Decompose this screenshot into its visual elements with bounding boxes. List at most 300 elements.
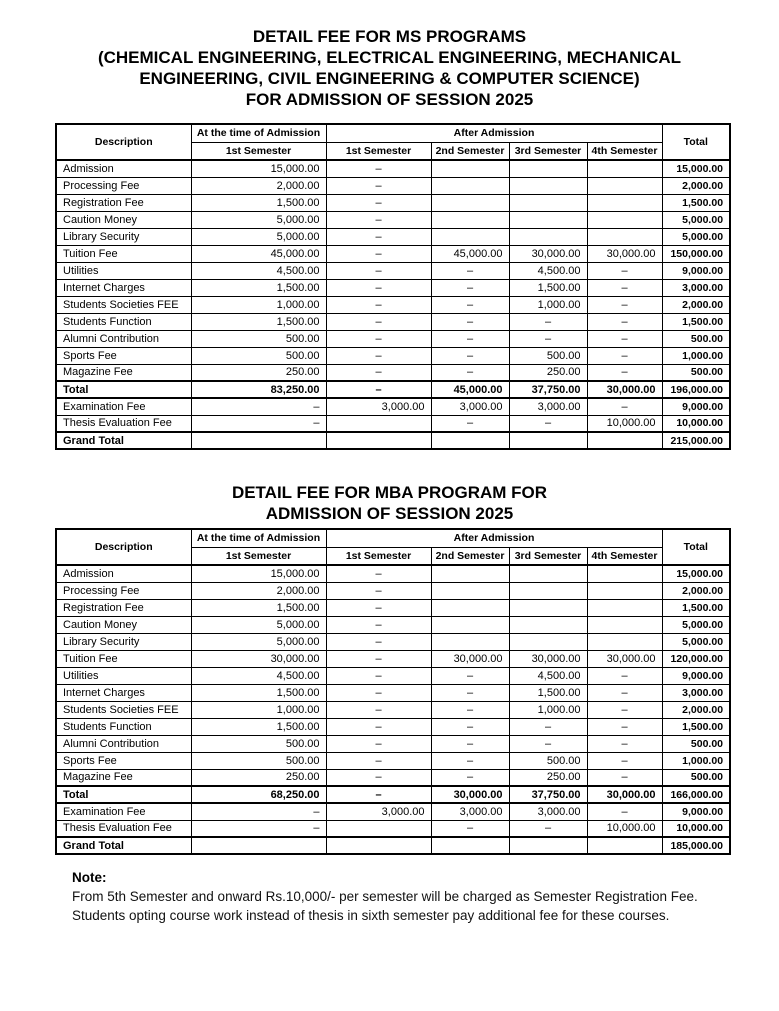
fee-amount-cell: – bbox=[326, 735, 431, 752]
after-semester-2-header: 2nd Semester bbox=[431, 142, 509, 160]
total-row bbox=[56, 381, 730, 398]
fee-total-cell: 9,000.00 bbox=[662, 262, 730, 279]
fee-amount-cell bbox=[587, 211, 662, 228]
fee-amount-cell: – bbox=[509, 735, 587, 752]
fee-row bbox=[56, 820, 730, 837]
note-section bbox=[72, 868, 779, 925]
fee-amount-cell: – bbox=[431, 330, 509, 347]
fee-amount-cell bbox=[509, 177, 587, 194]
fee-amount-cell: 30,000.00 bbox=[509, 650, 587, 667]
total-header: Total bbox=[662, 124, 730, 160]
fee-amount-cell: – bbox=[326, 752, 431, 769]
fee-amount-cell bbox=[326, 837, 431, 854]
fee-amount-cell: – bbox=[587, 667, 662, 684]
fee-amount-cell: – bbox=[326, 616, 431, 633]
fee-description: Total bbox=[56, 381, 191, 398]
fee-amount-cell: 45,000.00 bbox=[191, 245, 326, 262]
fee-amount-cell: – bbox=[326, 347, 431, 364]
fee-total-cell: 9,000.00 bbox=[662, 398, 730, 415]
fee-total-cell: 2,000.00 bbox=[662, 296, 730, 313]
note-text-line: From 5th Semester and onward Rs.10,000/- per semester will be charged as Semester Registration Fee. bbox=[72, 889, 698, 904]
fee-total-cell: 150,000.00 bbox=[662, 245, 730, 262]
fee-amount-cell: 2,000.00 bbox=[191, 177, 326, 194]
fee-amount-cell: – bbox=[509, 330, 587, 347]
fee-amount-cell: 250.00 bbox=[191, 769, 326, 786]
fee-amount-cell: 1,000.00 bbox=[191, 701, 326, 718]
fee-amount-cell: – bbox=[326, 313, 431, 330]
fee-row bbox=[56, 347, 730, 364]
fee-description: Utilities bbox=[56, 667, 191, 684]
fee-amount-cell: – bbox=[326, 633, 431, 650]
fee-amount-cell: 3,000.00 bbox=[431, 398, 509, 415]
fee-amount-cell bbox=[587, 177, 662, 194]
fee-description: Thesis Evaluation Fee bbox=[56, 415, 191, 432]
fee-amount-cell bbox=[431, 211, 509, 228]
fee-row bbox=[56, 398, 730, 415]
fee-amount-cell: – bbox=[587, 684, 662, 701]
at-admission-header: At the time of Admission bbox=[191, 529, 326, 547]
fee-amount-cell: 5,000.00 bbox=[191, 633, 326, 650]
fee-amount-cell: 30,000.00 bbox=[587, 381, 662, 398]
fee-amount-cell bbox=[587, 432, 662, 449]
total-header: Total bbox=[662, 529, 730, 565]
fee-amount-cell: 1,500.00 bbox=[191, 194, 326, 211]
fee-description: Examination Fee bbox=[56, 398, 191, 415]
fee-amount-cell bbox=[509, 228, 587, 245]
fee-total-cell: 5,000.00 bbox=[662, 616, 730, 633]
fee-amount-cell: – bbox=[326, 211, 431, 228]
fee-amount-cell: – bbox=[326, 228, 431, 245]
fee-amount-cell bbox=[431, 565, 509, 582]
fee-amount-cell: – bbox=[431, 313, 509, 330]
note-text-line: Students opting course work instead of thesis in sixth semester pay additional fee for these courses. bbox=[72, 908, 670, 923]
fee-total-cell: 10,000.00 bbox=[662, 820, 730, 837]
fee-amount-cell: 30,000.00 bbox=[431, 650, 509, 667]
fee-amount-cell: – bbox=[431, 820, 509, 837]
fee-row bbox=[56, 752, 730, 769]
fee-description: Utilities bbox=[56, 262, 191, 279]
fee-description: Admission bbox=[56, 565, 191, 582]
fee-row bbox=[56, 667, 730, 684]
fee-amount-cell: – bbox=[587, 347, 662, 364]
fee-amount-cell: – bbox=[431, 735, 509, 752]
ms-fee-table bbox=[55, 123, 731, 450]
fee-amount-cell bbox=[587, 582, 662, 599]
fee-row bbox=[56, 313, 730, 330]
fee-amount-cell: 68,250.00 bbox=[191, 786, 326, 803]
fee-row bbox=[56, 194, 730, 211]
fee-row bbox=[56, 330, 730, 347]
fee-row bbox=[56, 769, 730, 786]
fee-amount-cell: 45,000.00 bbox=[431, 245, 509, 262]
fee-amount-cell: 4,500.00 bbox=[191, 262, 326, 279]
fee-amount-cell: 1,000.00 bbox=[509, 701, 587, 718]
after-admission-header: After Admission bbox=[326, 529, 662, 547]
fee-total-cell: 500.00 bbox=[662, 769, 730, 786]
fee-amount-cell: 45,000.00 bbox=[431, 381, 509, 398]
fee-amount-cell: – bbox=[326, 684, 431, 701]
fee-description: Library Security bbox=[56, 228, 191, 245]
fee-description: Tuition Fee bbox=[56, 245, 191, 262]
fee-row bbox=[56, 364, 730, 381]
fee-amount-cell bbox=[431, 599, 509, 616]
fee-amount-cell: 1,500.00 bbox=[509, 279, 587, 296]
after-semester-2-header: 2nd Semester bbox=[431, 547, 509, 565]
fee-amount-cell bbox=[509, 211, 587, 228]
fee-total-cell: 1,000.00 bbox=[662, 752, 730, 769]
fee-amount-cell: – bbox=[191, 820, 326, 837]
fee-row bbox=[56, 415, 730, 432]
fee-description: Alumni Contribution bbox=[56, 330, 191, 347]
fee-amount-cell: 250.00 bbox=[509, 769, 587, 786]
fee-amount-cell: – bbox=[587, 330, 662, 347]
fee-amount-cell: 3,000.00 bbox=[509, 803, 587, 820]
fee-description: Students Function bbox=[56, 718, 191, 735]
fee-amount-cell bbox=[509, 616, 587, 633]
fee-amount-cell bbox=[509, 837, 587, 854]
fee-amount-cell: – bbox=[326, 160, 431, 177]
fee-amount-cell: – bbox=[191, 398, 326, 415]
fee-amount-cell: – bbox=[326, 582, 431, 599]
fee-amount-cell: – bbox=[431, 684, 509, 701]
fee-amount-cell bbox=[587, 194, 662, 211]
fee-description: Tuition Fee bbox=[56, 650, 191, 667]
fee-amount-cell: 1,500.00 bbox=[191, 279, 326, 296]
fee-amount-cell: 1,000.00 bbox=[509, 296, 587, 313]
fee-amount-cell: – bbox=[587, 803, 662, 820]
fee-amount-cell bbox=[587, 616, 662, 633]
fee-amount-cell: – bbox=[587, 313, 662, 330]
fee-amount-cell: 500.00 bbox=[509, 752, 587, 769]
fee-amount-cell: 30,000.00 bbox=[431, 786, 509, 803]
fee-total-cell: 120,000.00 bbox=[662, 650, 730, 667]
fee-total-cell: 500.00 bbox=[662, 364, 730, 381]
fee-amount-cell bbox=[191, 837, 326, 854]
fee-row bbox=[56, 633, 730, 650]
title-line: FOR ADMISSION OF SESSION 2025 bbox=[245, 90, 534, 109]
fee-total-cell: 166,000.00 bbox=[662, 786, 730, 803]
fee-amount-cell: 4,500.00 bbox=[509, 262, 587, 279]
fee-amount-cell: – bbox=[326, 599, 431, 616]
fee-amount-cell: – bbox=[587, 296, 662, 313]
fee-amount-cell: 3,000.00 bbox=[509, 398, 587, 415]
at-admission-semester-header: 1st Semester bbox=[191, 142, 326, 160]
fee-description: Registration Fee bbox=[56, 599, 191, 616]
fee-amount-cell: – bbox=[431, 701, 509, 718]
fee-amount-cell: 30,000.00 bbox=[587, 650, 662, 667]
fee-amount-cell: – bbox=[587, 752, 662, 769]
fee-amount-cell bbox=[431, 633, 509, 650]
fee-amount-cell bbox=[431, 582, 509, 599]
fee-amount-cell: 4,500.00 bbox=[191, 667, 326, 684]
title-line: ADMISSION OF SESSION 2025 bbox=[265, 504, 514, 523]
fee-amount-cell: 1,500.00 bbox=[191, 599, 326, 616]
fee-amount-cell: – bbox=[509, 718, 587, 735]
fee-amount-cell bbox=[509, 599, 587, 616]
fee-total-cell: 9,000.00 bbox=[662, 667, 730, 684]
fee-amount-cell: – bbox=[587, 735, 662, 752]
fee-amount-cell: – bbox=[326, 381, 431, 398]
fee-amount-cell bbox=[431, 194, 509, 211]
fee-description: Magazine Fee bbox=[56, 769, 191, 786]
fee-amount-cell bbox=[431, 177, 509, 194]
fee-amount-cell: 4,500.00 bbox=[509, 667, 587, 684]
fee-description: Library Security bbox=[56, 633, 191, 650]
note-heading: Note: bbox=[72, 870, 107, 885]
fee-amount-cell bbox=[509, 160, 587, 177]
fee-row bbox=[56, 177, 730, 194]
fee-total-cell: 3,000.00 bbox=[662, 684, 730, 701]
title-line: DETAIL FEE FOR MBA PROGRAM FOR bbox=[231, 483, 548, 502]
fee-total-cell: 2,000.00 bbox=[662, 177, 730, 194]
fee-description: Total bbox=[56, 786, 191, 803]
fee-amount-cell bbox=[431, 228, 509, 245]
fee-row bbox=[56, 245, 730, 262]
fee-amount-cell: 1,500.00 bbox=[191, 313, 326, 330]
fee-total-cell: 215,000.00 bbox=[662, 432, 730, 449]
fee-amount-cell: – bbox=[326, 194, 431, 211]
fee-amount-cell: – bbox=[509, 820, 587, 837]
after-semester-4-header: 4th Semester bbox=[587, 142, 662, 160]
fee-amount-cell: – bbox=[587, 364, 662, 381]
fee-description: Processing Fee bbox=[56, 582, 191, 599]
fee-amount-cell: – bbox=[587, 398, 662, 415]
fee-amount-cell: 1,000.00 bbox=[191, 296, 326, 313]
fee-amount-cell: 5,000.00 bbox=[191, 616, 326, 633]
fee-amount-cell bbox=[431, 616, 509, 633]
fee-total-cell: 2,000.00 bbox=[662, 701, 730, 718]
after-semester-4-header: 4th Semester bbox=[587, 547, 662, 565]
fee-amount-cell: – bbox=[431, 296, 509, 313]
fee-total-cell: 3,000.00 bbox=[662, 279, 730, 296]
after-semester-1-header: 1st Semester bbox=[326, 547, 431, 565]
fee-description: Sports Fee bbox=[56, 752, 191, 769]
fee-amount-cell: 37,750.00 bbox=[509, 786, 587, 803]
fee-row bbox=[56, 650, 730, 667]
grand-total-row bbox=[56, 432, 730, 449]
fee-amount-cell: – bbox=[431, 347, 509, 364]
fee-description: Grand Total bbox=[56, 432, 191, 449]
fee-description: Students Societies FEE bbox=[56, 701, 191, 718]
fee-row bbox=[56, 582, 730, 599]
fee-description: Processing Fee bbox=[56, 177, 191, 194]
fee-row bbox=[56, 803, 730, 820]
fee-amount-cell bbox=[191, 432, 326, 449]
fee-description: Grand Total bbox=[56, 837, 191, 854]
fee-amount-cell: 15,000.00 bbox=[191, 160, 326, 177]
title-line: DETAIL FEE FOR MS PROGRAMS bbox=[252, 27, 527, 46]
fee-amount-cell: 500.00 bbox=[191, 330, 326, 347]
mba-program-title bbox=[0, 482, 779, 524]
fee-amount-cell bbox=[587, 160, 662, 177]
fee-row bbox=[56, 684, 730, 701]
fee-total-cell: 1,500.00 bbox=[662, 599, 730, 616]
fee-amount-cell: 3,000.00 bbox=[326, 803, 431, 820]
fee-amount-cell bbox=[326, 432, 431, 449]
title-line: (CHEMICAL ENGINEERING, ELECTRICAL ENGINEERING, MECHANICAL bbox=[97, 48, 682, 67]
fee-row bbox=[56, 160, 730, 177]
fee-amount-cell: 1,500.00 bbox=[191, 684, 326, 701]
fee-description: Internet Charges bbox=[56, 684, 191, 701]
fee-row bbox=[56, 565, 730, 582]
after-semester-1-header: 1st Semester bbox=[326, 142, 431, 160]
fee-amount-cell: 250.00 bbox=[191, 364, 326, 381]
fee-row bbox=[56, 616, 730, 633]
after-admission-header: After Admission bbox=[326, 124, 662, 142]
fee-amount-cell bbox=[326, 820, 431, 837]
fee-description: Internet Charges bbox=[56, 279, 191, 296]
fee-amount-cell: – bbox=[191, 415, 326, 432]
total-row bbox=[56, 786, 730, 803]
fee-total-cell: 2,000.00 bbox=[662, 582, 730, 599]
fee-total-cell: 5,000.00 bbox=[662, 633, 730, 650]
fee-description: Caution Money bbox=[56, 616, 191, 633]
fee-amount-cell: – bbox=[326, 701, 431, 718]
fee-total-cell: 1,500.00 bbox=[662, 718, 730, 735]
fee-amount-cell: – bbox=[326, 279, 431, 296]
fee-total-cell: 500.00 bbox=[662, 330, 730, 347]
fee-amount-cell: 1,500.00 bbox=[509, 684, 587, 701]
fee-description: Sports Fee bbox=[56, 347, 191, 364]
fee-amount-cell: 15,000.00 bbox=[191, 565, 326, 582]
fee-description: Magazine Fee bbox=[56, 364, 191, 381]
fee-amount-cell: – bbox=[326, 330, 431, 347]
fee-amount-cell: – bbox=[431, 415, 509, 432]
fee-amount-cell: – bbox=[326, 565, 431, 582]
description-header: Description bbox=[56, 124, 191, 160]
fee-description: Thesis Evaluation Fee bbox=[56, 820, 191, 837]
fee-description: Alumni Contribution bbox=[56, 735, 191, 752]
fee-amount-cell: 2,000.00 bbox=[191, 582, 326, 599]
fee-amount-cell: 1,500.00 bbox=[191, 718, 326, 735]
fee-amount-cell: 5,000.00 bbox=[191, 228, 326, 245]
fee-amount-cell: – bbox=[326, 364, 431, 381]
fee-total-cell: 1,000.00 bbox=[662, 347, 730, 364]
fee-amount-cell: 30,000.00 bbox=[587, 245, 662, 262]
description-header: Description bbox=[56, 529, 191, 565]
fee-amount-cell: – bbox=[326, 262, 431, 279]
fee-amount-cell: – bbox=[587, 262, 662, 279]
at-admission-semester-header: 1st Semester bbox=[191, 547, 326, 565]
fee-amount-cell bbox=[587, 837, 662, 854]
fee-amount-cell: – bbox=[326, 296, 431, 313]
fee-amount-cell bbox=[431, 432, 509, 449]
fee-total-cell: 1,500.00 bbox=[662, 313, 730, 330]
fee-amount-cell: – bbox=[509, 313, 587, 330]
title-line: ENGINEERING, CIVIL ENGINEERING & COMPUTER SCIENCE) bbox=[139, 69, 640, 88]
fee-description: Examination Fee bbox=[56, 803, 191, 820]
fee-amount-cell: – bbox=[587, 279, 662, 296]
fee-amount-cell bbox=[587, 599, 662, 616]
fee-row bbox=[56, 735, 730, 752]
fee-amount-cell bbox=[509, 582, 587, 599]
fee-amount-cell: – bbox=[587, 769, 662, 786]
fee-amount-cell: 10,000.00 bbox=[587, 820, 662, 837]
fee-amount-cell: 500.00 bbox=[191, 735, 326, 752]
fee-amount-cell: – bbox=[431, 364, 509, 381]
fee-amount-cell bbox=[509, 432, 587, 449]
fee-amount-cell: 250.00 bbox=[509, 364, 587, 381]
fee-amount-cell: – bbox=[587, 701, 662, 718]
fee-total-cell: 500.00 bbox=[662, 735, 730, 752]
fee-amount-cell: – bbox=[431, 718, 509, 735]
fee-description: Students Function bbox=[56, 313, 191, 330]
grand-total-row bbox=[56, 837, 730, 854]
fee-amount-cell: – bbox=[326, 786, 431, 803]
fee-amount-cell: 30,000.00 bbox=[191, 650, 326, 667]
fee-total-cell: 10,000.00 bbox=[662, 415, 730, 432]
fee-total-cell: 185,000.00 bbox=[662, 837, 730, 854]
ms-program-title bbox=[0, 0, 779, 110]
fee-total-cell: 9,000.00 bbox=[662, 803, 730, 820]
fee-amount-cell: – bbox=[431, 667, 509, 684]
after-semester-3-header: 3rd Semester bbox=[509, 547, 587, 565]
fee-amount-cell: – bbox=[431, 752, 509, 769]
fee-amount-cell: – bbox=[431, 769, 509, 786]
fee-description: Caution Money bbox=[56, 211, 191, 228]
fee-amount-cell: – bbox=[326, 177, 431, 194]
fee-row bbox=[56, 262, 730, 279]
fee-amount-cell bbox=[326, 415, 431, 432]
fee-amount-cell: 30,000.00 bbox=[587, 786, 662, 803]
after-semester-3-header: 3rd Semester bbox=[509, 142, 587, 160]
fee-amount-cell: – bbox=[326, 718, 431, 735]
fee-amount-cell: – bbox=[326, 769, 431, 786]
fee-row bbox=[56, 701, 730, 718]
fee-amount-cell: 83,250.00 bbox=[191, 381, 326, 398]
fee-amount-cell bbox=[509, 633, 587, 650]
fee-total-cell: 15,000.00 bbox=[662, 565, 730, 582]
fee-row bbox=[56, 296, 730, 313]
fee-total-cell: 5,000.00 bbox=[662, 211, 730, 228]
fee-amount-cell: 500.00 bbox=[509, 347, 587, 364]
fee-description: Registration Fee bbox=[56, 194, 191, 211]
fee-amount-cell: – bbox=[509, 415, 587, 432]
fee-row bbox=[56, 718, 730, 735]
fee-amount-cell: – bbox=[431, 262, 509, 279]
fee-amount-cell bbox=[509, 565, 587, 582]
fee-amount-cell: 3,000.00 bbox=[431, 803, 509, 820]
fee-amount-cell: 10,000.00 bbox=[587, 415, 662, 432]
fee-amount-cell bbox=[431, 160, 509, 177]
fee-amount-cell: – bbox=[326, 245, 431, 262]
fee-total-cell: 196,000.00 bbox=[662, 381, 730, 398]
fee-amount-cell: 500.00 bbox=[191, 347, 326, 364]
fee-amount-cell: – bbox=[431, 279, 509, 296]
mba-fee-table bbox=[55, 528, 731, 855]
fee-amount-cell: 500.00 bbox=[191, 752, 326, 769]
fee-total-cell: 1,500.00 bbox=[662, 194, 730, 211]
fee-total-cell: 15,000.00 bbox=[662, 160, 730, 177]
fee-amount-cell: 5,000.00 bbox=[191, 211, 326, 228]
fee-amount-cell: 37,750.00 bbox=[509, 381, 587, 398]
fee-amount-cell: – bbox=[326, 667, 431, 684]
fee-row bbox=[56, 279, 730, 296]
fee-amount-cell: – bbox=[587, 718, 662, 735]
at-admission-header: At the time of Admission bbox=[191, 124, 326, 142]
fee-amount-cell bbox=[587, 565, 662, 582]
fee-row bbox=[56, 211, 730, 228]
fee-amount-cell: – bbox=[191, 803, 326, 820]
fee-description: Admission bbox=[56, 160, 191, 177]
fee-row bbox=[56, 599, 730, 616]
fee-row bbox=[56, 228, 730, 245]
fee-amount-cell bbox=[587, 633, 662, 650]
fee-amount-cell: 3,000.00 bbox=[326, 398, 431, 415]
fee-amount-cell: – bbox=[326, 650, 431, 667]
fee-amount-cell bbox=[509, 194, 587, 211]
fee-amount-cell: 30,000.00 bbox=[509, 245, 587, 262]
